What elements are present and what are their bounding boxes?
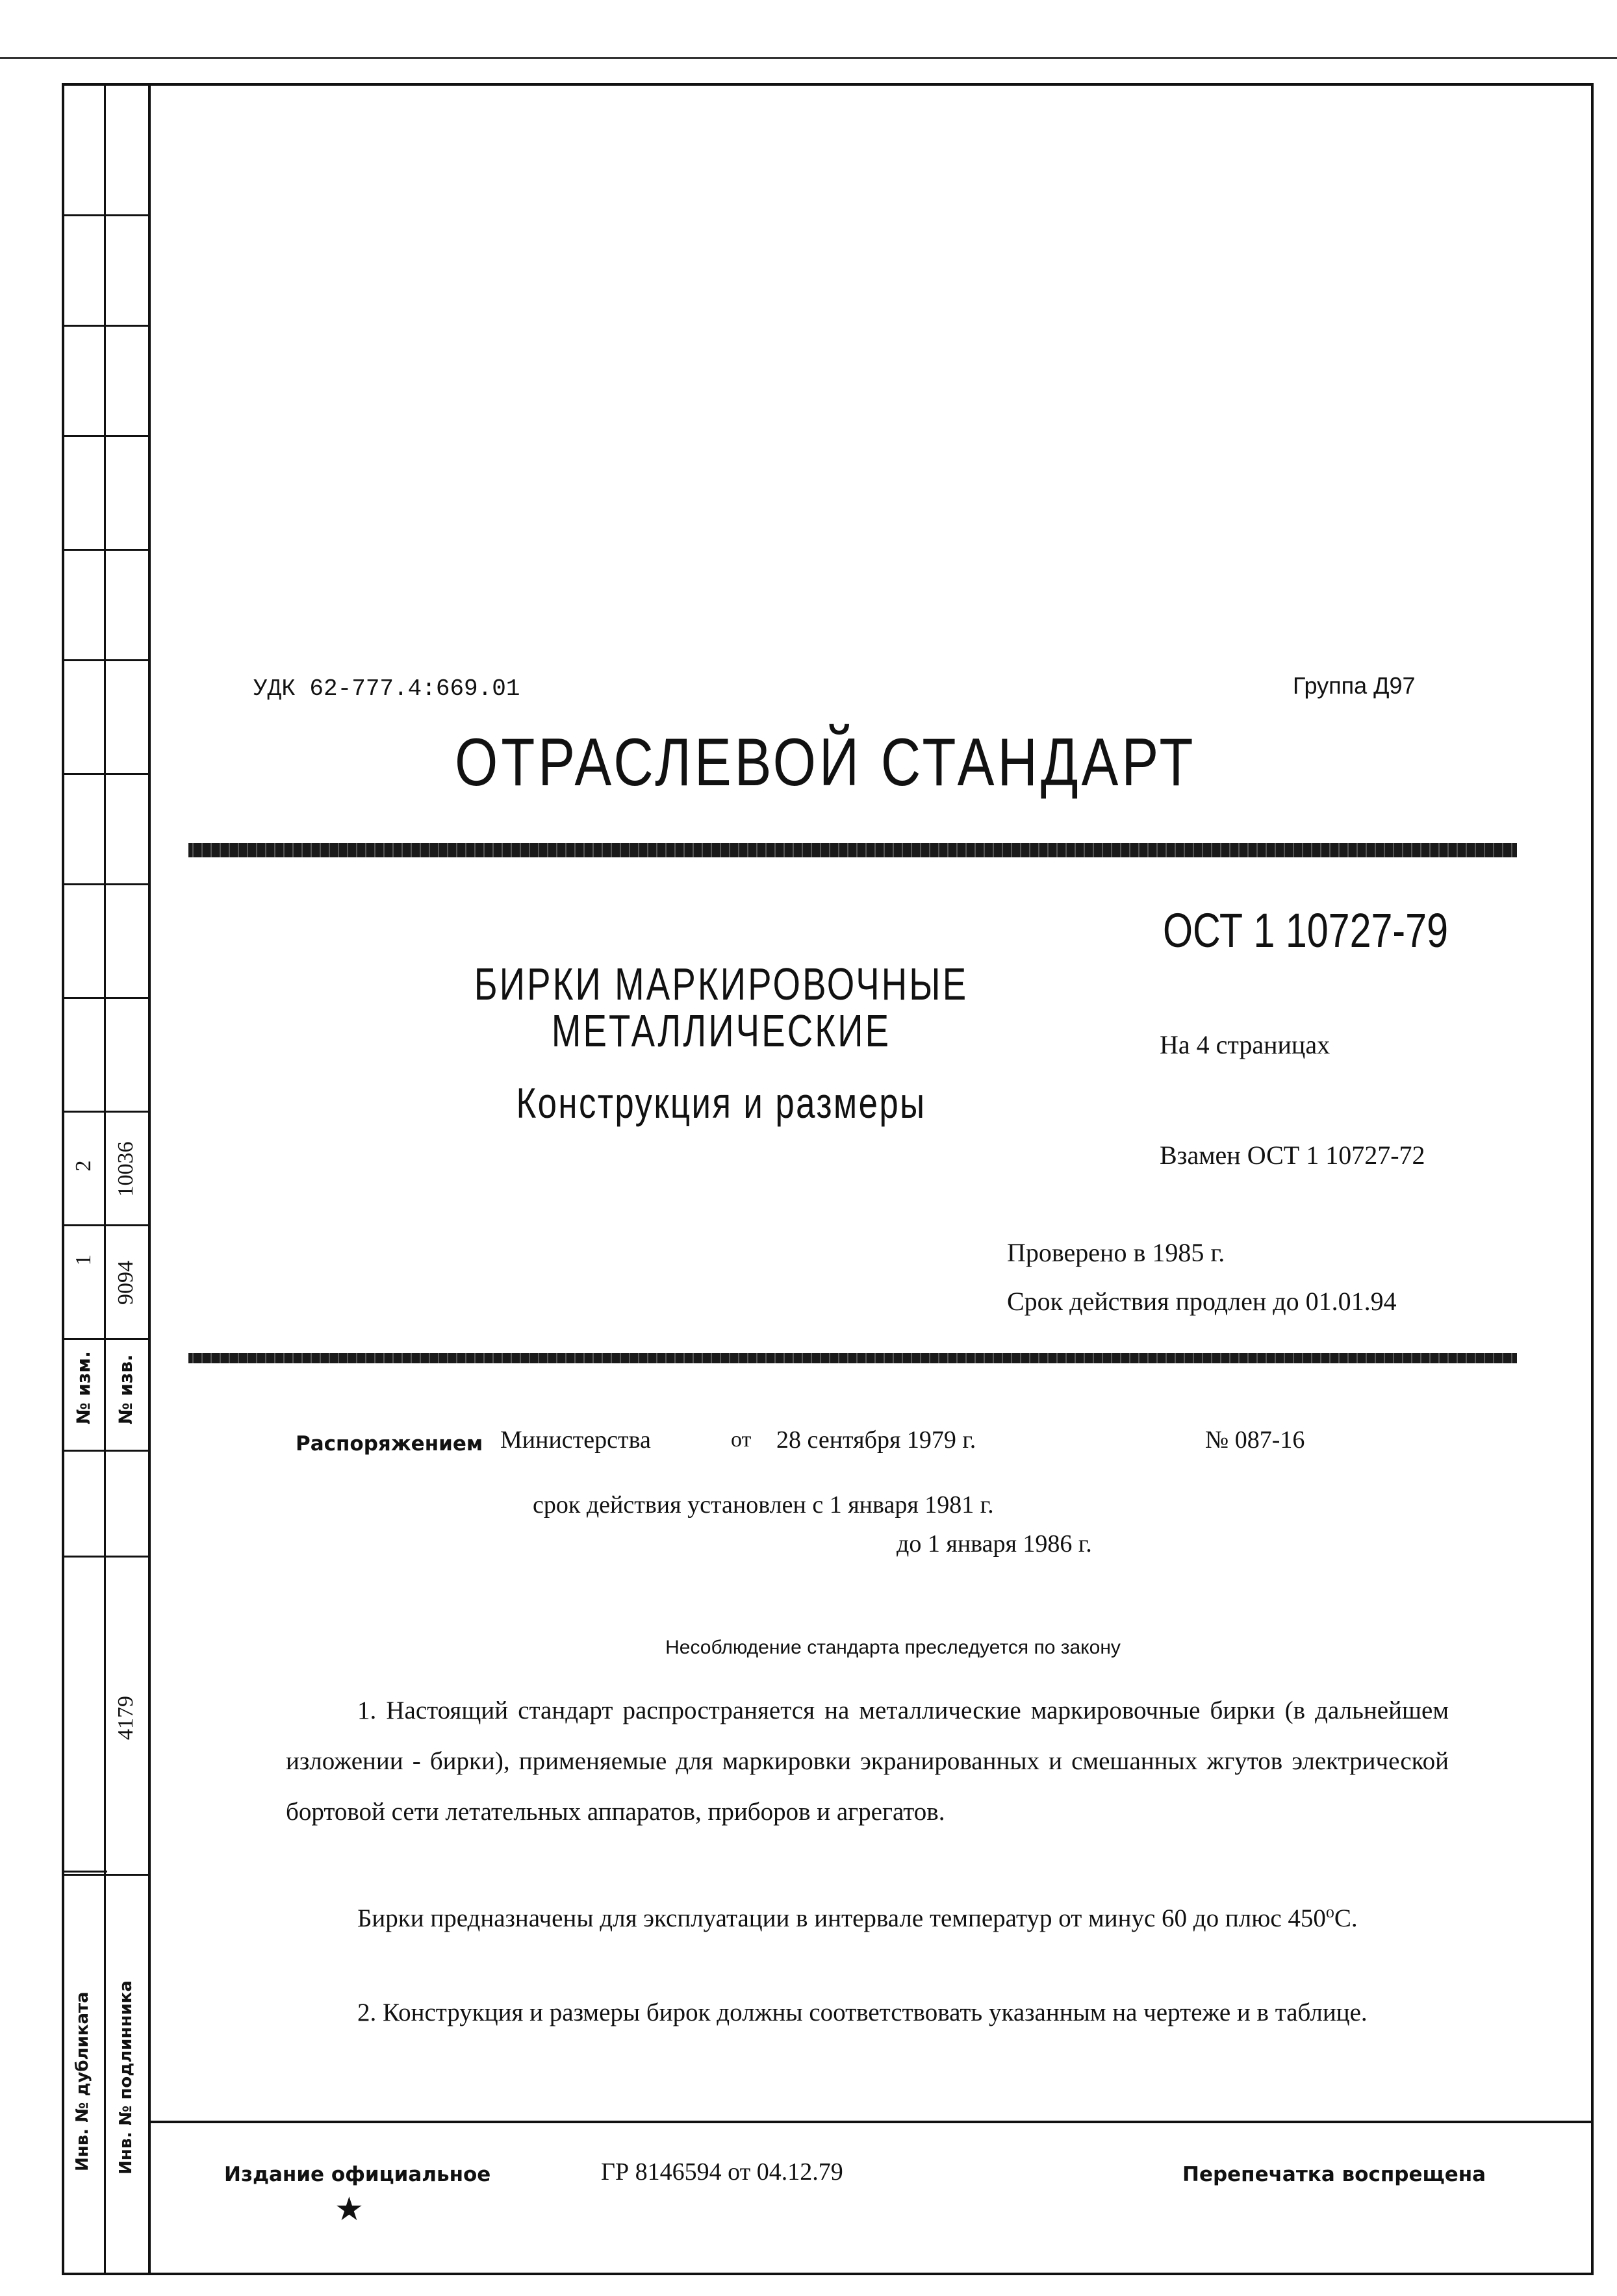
paragraph-2 — [286, 1887, 1449, 1944]
registration-number: ГР 8146594 от 04.12.79 — [601, 2158, 843, 2186]
group-code: Группа Д97 — [1293, 672, 1416, 699]
paragraph-2-unit: С. — [1334, 1904, 1358, 1932]
standard-code: ОСТ 1 10727-79 — [1163, 903, 1448, 957]
sidebar-rule — [62, 773, 151, 775]
order-from: от — [731, 1428, 752, 1452]
top-rule — [0, 57, 1617, 59]
checked-year: Проверено в 1985 г. — [1007, 1238, 1225, 1267]
validity-from: срок действия установлен с 1 января 1981 г. — [533, 1491, 994, 1519]
page-title: ОТРАСЛЕВОЙ СТАНДАРТ — [455, 725, 1197, 800]
edition-label: Издание официальное — [224, 2163, 491, 2186]
sidebar-original-inv-label: Инв. № подлинника — [116, 1980, 136, 2175]
paragraph-2-text: Бирки предназначены для эксплуатации в интервале температур от минус 60 до плюс 450 — [357, 1904, 1326, 1932]
degree-sign: o — [1325, 1902, 1334, 1921]
sidebar-inner-divider — [104, 83, 106, 2275]
order-number: № 087-16 — [1205, 1426, 1305, 1454]
sidebar-rule — [62, 435, 151, 437]
paragraph-1: 1. Настоящий стандарт распространяется на металлические маркировочные бирки (в дальнейшем изложении - бирки), применяемые для маркировки экранированных и смешанных жгутов электрической бортовой сети летательных аппаратов, приборов и агрегатов. — [286, 1697, 1449, 1826]
subject-line-2: МЕТАЛЛИЧЕСКИЕ — [551, 1005, 891, 1056]
reprint-notice: Перепечатка воспрещена — [1182, 2163, 1486, 2186]
sidebar-duplicate-inv-label: Инв. № дубликата — [73, 1991, 92, 2171]
sidebar-change-2: 2 — [71, 1160, 95, 1172]
sidebar-notice-2: 10036 — [114, 1141, 138, 1197]
sidebar-rule — [62, 659, 151, 661]
replaces-standard: Взамен ОСТ 1 10727-72 — [1160, 1141, 1425, 1170]
validity-to: до 1 января 1986 г. — [897, 1530, 1092, 1558]
sidebar-original-inv-value: 4179 — [114, 1696, 138, 1740]
sidebar-rule — [62, 1556, 151, 1558]
sidebar-rule — [62, 1450, 151, 1452]
legal-notice: Несоблюдение стандарта преследуется по закону — [665, 1637, 1121, 1658]
sidebar-rule — [62, 1874, 151, 1876]
udk-code: УДК 62-777.4:669.01 — [253, 675, 520, 702]
sidebar-rule — [62, 325, 151, 327]
subject-line-3: Конструкция и размеры — [516, 1079, 926, 1127]
sidebar-notice-1: 9094 — [114, 1261, 138, 1305]
sidebar-rule — [62, 1224, 151, 1226]
page-count: На 4 страницах — [1160, 1030, 1331, 1059]
sidebar-change-1: 1 — [71, 1254, 95, 1266]
order-ministry: Министерства — [500, 1426, 651, 1454]
sidebar-rule — [62, 1111, 151, 1113]
title-rule — [188, 843, 1517, 857]
sidebar-change-no-label: № изм. — [73, 1351, 94, 1424]
order-label: Распоряжением — [296, 1432, 483, 1456]
sidebar-rule — [62, 997, 151, 999]
star-icon: ★ — [335, 2190, 364, 2228]
sidebar-rule — [62, 1338, 151, 1340]
sidebar-rule — [62, 883, 151, 885]
page-frame — [62, 83, 1594, 2275]
sidebar-notice-no-label: № изв. — [115, 1354, 136, 1424]
sidebar-rule — [62, 549, 151, 551]
sidebar-rule — [62, 214, 151, 216]
sidebar-rule — [62, 1871, 107, 1873]
sidebar-divider — [148, 83, 151, 2275]
info-rule — [188, 1353, 1517, 1363]
footer-rule — [148, 2121, 1594, 2123]
subject-line-1: БИРКИ МАРКИРОВОЧНЫЕ — [474, 959, 969, 1009]
order-date: 28 сентября 1979 г. — [776, 1426, 976, 1454]
paragraph-3: 2. Конструкция и размеры бирок должны соответствовать указанным на чертеже и в таблице. — [357, 1999, 1368, 2026]
validity-extended: Срок действия продлен до 01.01.94 — [1007, 1287, 1397, 1316]
